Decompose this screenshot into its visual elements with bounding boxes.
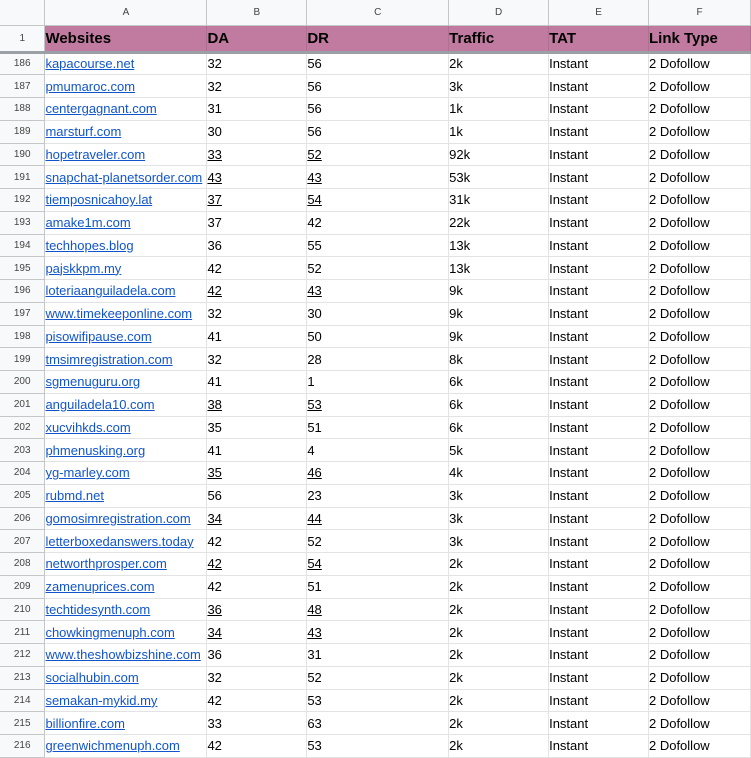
- table-row: [0, 189, 751, 212]
- traffic-cell[interactable]: 9k: [449, 280, 549, 303]
- dr-cell[interactable]: 43: [307, 166, 449, 189]
- da-cell[interactable]: 32: [207, 52, 307, 75]
- dr-cell[interactable]: 30: [307, 302, 449, 325]
- website-cell[interactable]: centergagnant.com: [45, 98, 207, 121]
- row-number[interactable]: 1: [0, 25, 45, 52]
- dr-cell[interactable]: 55: [307, 234, 449, 257]
- traffic-cell[interactable]: 2k: [449, 575, 549, 598]
- tat-cell[interactable]: Instant: [549, 712, 649, 735]
- dr-cell[interactable]: 31: [307, 644, 449, 667]
- table-row: [0, 644, 751, 667]
- tat-cell[interactable]: Instant: [549, 484, 649, 507]
- website-cell[interactable]: hopetraveler.com: [45, 143, 207, 166]
- row-number[interactable]: 216: [0, 735, 45, 758]
- traffic-cell[interactable]: 8k: [449, 348, 549, 371]
- traffic-cell[interactable]: 13k: [449, 257, 549, 280]
- table-row: [0, 439, 751, 462]
- row-number[interactable]: 214: [0, 689, 45, 712]
- tat-cell[interactable]: Instant: [549, 120, 649, 143]
- dr-cell[interactable]: 56: [307, 52, 449, 75]
- link-type-cell[interactable]: 2 Dofollow: [648, 644, 750, 667]
- dr-cell[interactable]: 1: [307, 371, 449, 394]
- da-cell[interactable]: 42: [207, 280, 307, 303]
- da-cell[interactable]: 56: [207, 484, 307, 507]
- link-type-cell[interactable]: 2 Dofollow: [648, 257, 750, 280]
- row-number[interactable]: 212: [0, 644, 45, 667]
- row-number[interactable]: 191: [0, 166, 45, 189]
- link-type-cell[interactable]: 2 Dofollow: [648, 393, 750, 416]
- da-cell[interactable]: 37: [207, 189, 307, 212]
- traffic-cell[interactable]: 4k: [449, 462, 549, 485]
- da-cell[interactable]: 31: [207, 98, 307, 121]
- dr-cell[interactable]: 63: [307, 712, 449, 735]
- table-row: [0, 462, 751, 485]
- row-number[interactable]: 201: [0, 393, 45, 416]
- row-number[interactable]: 204: [0, 462, 45, 485]
- dr-cell[interactable]: 54: [307, 553, 449, 576]
- header-cell-tat[interactable]: TAT: [549, 25, 649, 52]
- row-number[interactable]: 213: [0, 666, 45, 689]
- row-number[interactable]: 193: [0, 211, 45, 234]
- website-cell[interactable]: marsturf.com: [45, 120, 207, 143]
- column-header-e[interactable]: E: [549, 0, 649, 25]
- table-row: [0, 325, 751, 348]
- tat-cell[interactable]: Instant: [549, 75, 649, 98]
- da-cell[interactable]: 41: [207, 439, 307, 462]
- tat-cell[interactable]: Instant: [549, 371, 649, 394]
- website-cell[interactable]: letterboxedanswers.today: [45, 530, 207, 553]
- website-cell[interactable]: loteriaanguiladela.com: [45, 280, 207, 303]
- tat-cell[interactable]: Instant: [549, 439, 649, 462]
- row-number[interactable]: 195: [0, 257, 45, 280]
- link-type-cell[interactable]: 2 Dofollow: [648, 98, 750, 121]
- link-type-cell[interactable]: 2 Dofollow: [648, 689, 750, 712]
- da-cell[interactable]: 32: [207, 348, 307, 371]
- dr-cell[interactable]: 53: [307, 689, 449, 712]
- website-cell[interactable]: xucvihkds.com: [45, 416, 207, 439]
- tat-cell[interactable]: Instant: [549, 325, 649, 348]
- da-cell[interactable]: 36: [207, 234, 307, 257]
- website-cell[interactable]: amake1m.com: [45, 211, 207, 234]
- website-cell[interactable]: tmsimregistration.com: [45, 348, 207, 371]
- table-row: [0, 712, 751, 735]
- da-cell[interactable]: 37: [207, 211, 307, 234]
- traffic-cell[interactable]: 2k: [449, 553, 549, 576]
- tat-cell[interactable]: Instant: [549, 143, 649, 166]
- website-cell[interactable]: pmumaroc.com: [45, 75, 207, 98]
- website-cell[interactable]: sgmenuguru.org: [45, 371, 207, 394]
- da-cell[interactable]: 30: [207, 120, 307, 143]
- da-cell[interactable]: 42: [207, 553, 307, 576]
- table-row: [0, 689, 751, 712]
- row-number[interactable]: 211: [0, 621, 45, 644]
- da-cell[interactable]: 33: [207, 143, 307, 166]
- link-type-cell[interactable]: 2 Dofollow: [648, 416, 750, 439]
- row-number[interactable]: 202: [0, 416, 45, 439]
- da-cell[interactable]: 32: [207, 75, 307, 98]
- traffic-cell[interactable]: 6k: [449, 416, 549, 439]
- table-row: [0, 666, 751, 689]
- traffic-cell[interactable]: 1k: [449, 120, 549, 143]
- link-type-cell[interactable]: 2 Dofollow: [648, 52, 750, 75]
- website-cell[interactable]: networthprosper.com: [45, 553, 207, 576]
- tat-cell[interactable]: Instant: [549, 735, 649, 758]
- table-row: [0, 120, 751, 143]
- traffic-cell[interactable]: 22k: [449, 211, 549, 234]
- traffic-cell[interactable]: 5k: [449, 439, 549, 462]
- tat-cell[interactable]: Instant: [549, 507, 649, 530]
- da-cell[interactable]: 41: [207, 371, 307, 394]
- link-type-cell[interactable]: 2 Dofollow: [648, 325, 750, 348]
- dr-cell[interactable]: 4: [307, 439, 449, 462]
- traffic-cell[interactable]: 2k: [449, 689, 549, 712]
- tat-cell[interactable]: Instant: [549, 166, 649, 189]
- table-row: [0, 302, 751, 325]
- tat-cell[interactable]: Instant: [549, 393, 649, 416]
- tat-cell[interactable]: Instant: [549, 689, 649, 712]
- link-type-cell[interactable]: 2 Dofollow: [648, 735, 750, 758]
- website-cell[interactable]: zamenuprices.com: [45, 575, 207, 598]
- row-number[interactable]: 187: [0, 75, 45, 98]
- dr-cell[interactable]: 56: [307, 75, 449, 98]
- table-row: [0, 553, 751, 576]
- table-row: [0, 211, 751, 234]
- link-type-cell[interactable]: 2 Dofollow: [648, 234, 750, 257]
- da-cell[interactable]: 33: [207, 712, 307, 735]
- column-header-b[interactable]: B: [207, 0, 307, 25]
- link-type-cell[interactable]: 2 Dofollow: [648, 75, 750, 98]
- table-row: [0, 507, 751, 530]
- column-header-c[interactable]: C: [307, 0, 449, 25]
- row-number[interactable]: 194: [0, 234, 45, 257]
- header-cell-dr[interactable]: DR: [307, 25, 449, 52]
- da-cell[interactable]: 35: [207, 416, 307, 439]
- website-cell[interactable]: phmenusking.org: [45, 439, 207, 462]
- column-header-f[interactable]: F: [648, 0, 750, 25]
- row-number[interactable]: 215: [0, 712, 45, 735]
- traffic-cell[interactable]: 3k: [449, 484, 549, 507]
- table-row: [0, 234, 751, 257]
- link-type-cell[interactable]: 2 Dofollow: [648, 712, 750, 735]
- website-cell[interactable]: techhopes.blog: [45, 234, 207, 257]
- row-number[interactable]: 208: [0, 553, 45, 576]
- website-cell[interactable]: pajskkpm.my: [45, 257, 207, 280]
- link-type-cell[interactable]: 2 Dofollow: [648, 530, 750, 553]
- website-cell[interactable]: semakan-mykid.my: [45, 689, 207, 712]
- table-row: [0, 75, 751, 98]
- table-row: [0, 393, 751, 416]
- link-type-cell[interactable]: 2 Dofollow: [648, 280, 750, 303]
- dr-cell[interactable]: 56: [307, 120, 449, 143]
- website-cell[interactable]: yg-marley.com: [45, 462, 207, 485]
- row-number[interactable]: 192: [0, 189, 45, 212]
- row-number[interactable]: 190: [0, 143, 45, 166]
- dr-cell[interactable]: 52: [307, 666, 449, 689]
- tat-cell[interactable]: Instant: [549, 598, 649, 621]
- tat-cell[interactable]: Instant: [549, 462, 649, 485]
- website-cell[interactable]: tiemposnicahoy.lat: [45, 189, 207, 212]
- link-type-cell[interactable]: 2 Dofollow: [648, 507, 750, 530]
- tat-cell[interactable]: Instant: [549, 530, 649, 553]
- website-cell[interactable]: chowkingmenuph.com: [45, 621, 207, 644]
- traffic-cell[interactable]: 2k: [449, 52, 549, 75]
- link-type-cell[interactable]: 2 Dofollow: [648, 598, 750, 621]
- website-cell[interactable]: socialhubin.com: [45, 666, 207, 689]
- traffic-cell[interactable]: 9k: [449, 302, 549, 325]
- da-cell[interactable]: 32: [207, 302, 307, 325]
- header-cell-websites[interactable]: Websites: [45, 25, 207, 52]
- link-type-cell[interactable]: 2 Dofollow: [648, 553, 750, 576]
- traffic-cell[interactable]: 2k: [449, 735, 549, 758]
- dr-cell[interactable]: 51: [307, 575, 449, 598]
- table-row: [0, 621, 751, 644]
- traffic-cell[interactable]: 31k: [449, 189, 549, 212]
- dr-cell[interactable]: 56: [307, 98, 449, 121]
- dr-cell[interactable]: 52: [307, 530, 449, 553]
- link-type-cell[interactable]: 2 Dofollow: [648, 575, 750, 598]
- da-cell[interactable]: 35: [207, 462, 307, 485]
- link-type-cell[interactable]: 2 Dofollow: [648, 484, 750, 507]
- link-type-cell[interactable]: 2 Dofollow: [648, 302, 750, 325]
- table-row: [0, 166, 751, 189]
- da-cell[interactable]: 36: [207, 598, 307, 621]
- link-type-cell[interactable]: 2 Dofollow: [648, 211, 750, 234]
- row-number[interactable]: 207: [0, 530, 45, 553]
- tat-cell[interactable]: Instant: [549, 553, 649, 576]
- traffic-cell[interactable]: 6k: [449, 371, 549, 394]
- traffic-cell[interactable]: 9k: [449, 325, 549, 348]
- traffic-cell[interactable]: 1k: [449, 98, 549, 121]
- tat-cell[interactable]: Instant: [549, 52, 649, 75]
- table-row: [0, 52, 751, 75]
- table-row: [0, 143, 751, 166]
- table-row: [0, 530, 751, 553]
- table-row: [0, 575, 751, 598]
- da-cell[interactable]: 42: [207, 575, 307, 598]
- column-header-a[interactable]: A: [45, 0, 207, 25]
- tat-cell[interactable]: Instant: [549, 575, 649, 598]
- dr-cell[interactable]: 23: [307, 484, 449, 507]
- tat-cell[interactable]: Instant: [549, 257, 649, 280]
- website-cell[interactable]: techtidesynth.com: [45, 598, 207, 621]
- table-row: [0, 416, 751, 439]
- website-cell[interactable]: pisowifipause.com: [45, 325, 207, 348]
- traffic-cell[interactable]: 3k: [449, 75, 549, 98]
- row-number[interactable]: 200: [0, 371, 45, 394]
- link-type-cell[interactable]: 2 Dofollow: [648, 371, 750, 394]
- dr-cell[interactable]: 46: [307, 462, 449, 485]
- traffic-cell[interactable]: 92k: [449, 143, 549, 166]
- dr-cell[interactable]: 43: [307, 280, 449, 303]
- row-number[interactable]: 196: [0, 280, 45, 303]
- tat-cell[interactable]: Instant: [549, 302, 649, 325]
- dr-cell[interactable]: 43: [307, 621, 449, 644]
- row-number[interactable]: 205: [0, 484, 45, 507]
- row-number[interactable]: 209: [0, 575, 45, 598]
- table-row: [0, 280, 751, 303]
- da-cell[interactable]: 38: [207, 393, 307, 416]
- link-type-cell[interactable]: 2 Dofollow: [648, 143, 750, 166]
- row-number[interactable]: 206: [0, 507, 45, 530]
- traffic-cell[interactable]: 2k: [449, 666, 549, 689]
- traffic-cell[interactable]: 2k: [449, 621, 549, 644]
- tat-cell[interactable]: Instant: [549, 234, 649, 257]
- dr-cell[interactable]: 42: [307, 211, 449, 234]
- dr-cell[interactable]: 50: [307, 325, 449, 348]
- tat-cell[interactable]: Instant: [549, 666, 649, 689]
- table-row: [0, 348, 751, 371]
- website-cell[interactable]: gomosimregistration.com: [45, 507, 207, 530]
- dr-cell[interactable]: 51: [307, 416, 449, 439]
- traffic-cell[interactable]: 2k: [449, 644, 549, 667]
- column-header-row: [0, 0, 751, 25]
- traffic-cell[interactable]: 3k: [449, 530, 549, 553]
- da-cell[interactable]: 36: [207, 644, 307, 667]
- row-number[interactable]: 197: [0, 302, 45, 325]
- row-number[interactable]: 188: [0, 98, 45, 121]
- dr-cell[interactable]: 44: [307, 507, 449, 530]
- website-cell[interactable]: snapchat-planetsorder.com: [45, 166, 207, 189]
- traffic-cell[interactable]: 6k: [449, 393, 549, 416]
- tat-cell[interactable]: Instant: [549, 280, 649, 303]
- column-header-d[interactable]: D: [449, 0, 549, 25]
- table-row: [0, 371, 751, 394]
- traffic-cell[interactable]: 3k: [449, 507, 549, 530]
- tat-cell[interactable]: Instant: [549, 416, 649, 439]
- da-cell[interactable]: 32: [207, 666, 307, 689]
- website-cell[interactable]: greenwichmenuph.com: [45, 735, 207, 758]
- header-cell-traffic[interactable]: Traffic: [449, 25, 549, 52]
- website-cell[interactable]: rubmd.net: [45, 484, 207, 507]
- traffic-cell[interactable]: 2k: [449, 598, 549, 621]
- table-row: [0, 98, 751, 121]
- tat-cell[interactable]: Instant: [549, 348, 649, 371]
- header-cell-link-type[interactable]: Link Type: [648, 25, 750, 52]
- dr-cell[interactable]: 53: [307, 393, 449, 416]
- dr-cell[interactable]: 53: [307, 735, 449, 758]
- row-number[interactable]: 199: [0, 348, 45, 371]
- traffic-cell[interactable]: 2k: [449, 712, 549, 735]
- tat-cell[interactable]: Instant: [549, 644, 649, 667]
- header-row: [0, 25, 751, 52]
- da-cell[interactable]: 42: [207, 257, 307, 280]
- row-number[interactable]: 203: [0, 439, 45, 462]
- website-cell[interactable]: www.timekeeponline.com: [45, 302, 207, 325]
- traffic-cell[interactable]: 53k: [449, 166, 549, 189]
- da-cell[interactable]: 41: [207, 325, 307, 348]
- header-cell-da[interactable]: DA: [207, 25, 307, 52]
- tat-cell[interactable]: Instant: [549, 621, 649, 644]
- link-type-cell[interactable]: 2 Dofollow: [648, 666, 750, 689]
- table-row: [0, 598, 751, 621]
- tat-cell[interactable]: Instant: [549, 189, 649, 212]
- row-number[interactable]: 186: [0, 52, 45, 75]
- row-number[interactable]: 210: [0, 598, 45, 621]
- dr-cell[interactable]: 48: [307, 598, 449, 621]
- tat-cell[interactable]: Instant: [549, 98, 649, 121]
- link-type-cell[interactable]: 2 Dofollow: [648, 166, 750, 189]
- website-cell[interactable]: anguiladela10.com: [45, 393, 207, 416]
- select-all-corner[interactable]: [0, 0, 45, 25]
- link-type-cell[interactable]: 2 Dofollow: [648, 348, 750, 371]
- link-type-cell[interactable]: 2 Dofollow: [648, 189, 750, 212]
- da-cell[interactable]: 42: [207, 735, 307, 758]
- link-type-cell[interactable]: 2 Dofollow: [648, 462, 750, 485]
- website-cell[interactable]: www.theshowbizshine.com: [45, 644, 207, 667]
- table-row: [0, 257, 751, 280]
- dr-cell[interactable]: 28: [307, 348, 449, 371]
- table-row: [0, 484, 751, 507]
- da-cell[interactable]: 43: [207, 166, 307, 189]
- dr-cell[interactable]: 52: [307, 143, 449, 166]
- traffic-cell[interactable]: 13k: [449, 234, 549, 257]
- website-cell[interactable]: billionfire.com: [45, 712, 207, 735]
- link-type-cell[interactable]: 2 Dofollow: [648, 621, 750, 644]
- website-cell[interactable]: kapacourse.net: [45, 52, 207, 75]
- da-cell[interactable]: 42: [207, 530, 307, 553]
- dr-cell[interactable]: 52: [307, 257, 449, 280]
- link-type-cell[interactable]: 2 Dofollow: [648, 120, 750, 143]
- tat-cell[interactable]: Instant: [549, 211, 649, 234]
- da-cell[interactable]: 42: [207, 689, 307, 712]
- table-row: [0, 735, 751, 758]
- row-number[interactable]: 198: [0, 325, 45, 348]
- link-type-cell[interactable]: 2 Dofollow: [648, 439, 750, 462]
- da-cell[interactable]: 34: [207, 621, 307, 644]
- da-cell[interactable]: 34: [207, 507, 307, 530]
- dr-cell[interactable]: 54: [307, 189, 449, 212]
- row-number[interactable]: 189: [0, 120, 45, 143]
